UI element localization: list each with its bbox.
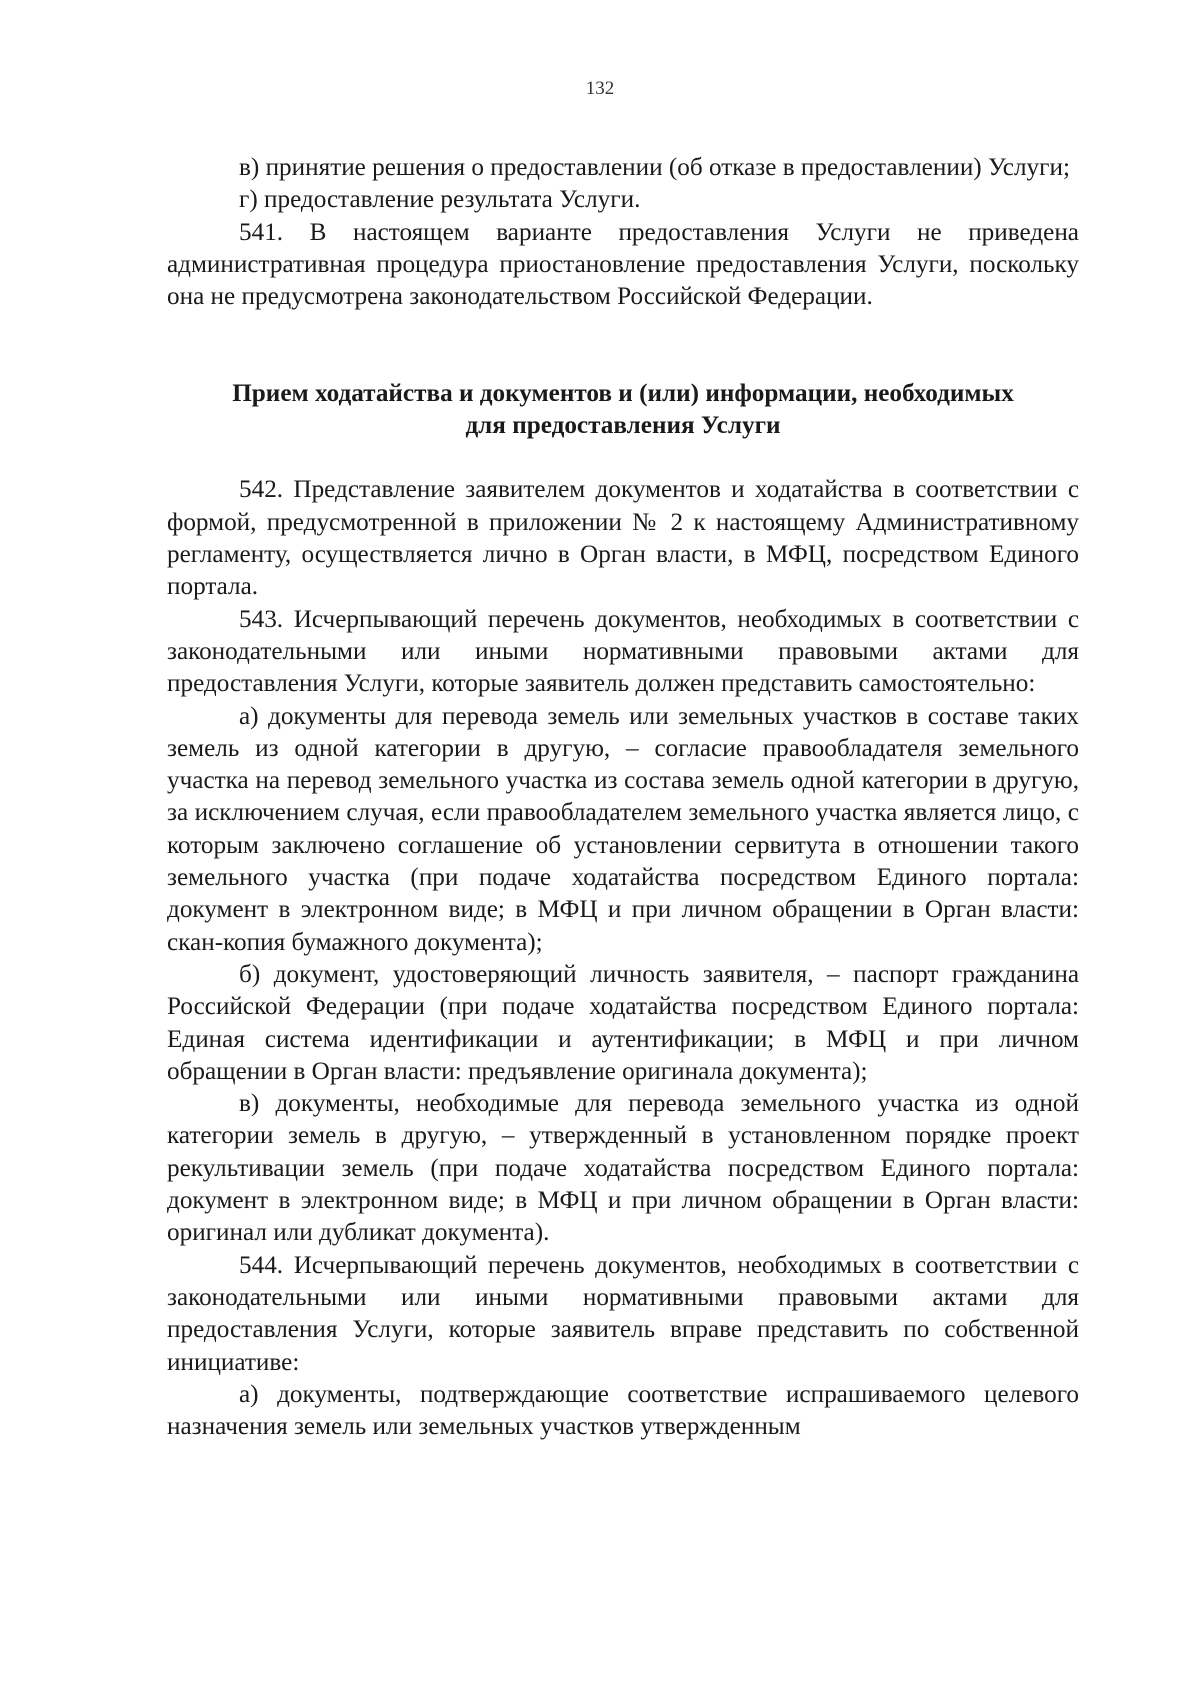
document-body (167, 152, 1079, 1443)
paragraph-542: 542. Представление заявителем документов и ходатайства в соответствии с формой, предусмотренной в приложении № 2 к настоящему Административному регламенту, осуществляется лично в Орган власти, в МФЦ, посредством Единого портала. (167, 476, 1079, 601)
section-heading-line-1: Прием ходатайства и документов и (или) информации, необходимых (232, 380, 1014, 408)
paragraph-543: 543. Исчерпывающий перечень документов, необходимых в соответствии с законодательными или иными нормативными правовыми актами для предоставления Услуги, которые заявитель должен представить самостоятельно: (167, 605, 1079, 698)
paragraph-544-a: а) документы, подтверждающие соответствие испрашиваемого целевого назначения земель или земельных участков утвержденным (167, 1380, 1079, 1441)
paragraph-541: 541. В настоящем варианте предоставления Услуги не приведена административная процедура приостановление предоставления Услуги, поскольку она не предусмотрена законодательством Российской Федерации. (167, 218, 1079, 311)
paragraph-543-a: а) документы для перевода земель или земельных участков в составе таких земель из одной категории в другую, – согласие правообладателя земельного участка на перевод земельного участка из состава земель одной категории в другую, за исключением случая, если правообладателем земельного участка является лицо, с которым заключено соглашение об установлении сервитута в отношении такого земельного участка (при подаче ходатайства посредством Единого портала: документ в электронном виде; в МФЦ и при личном обращении в Орган власти: скан-копия бумажного документа); (167, 702, 1079, 956)
section-heading (167, 378, 1079, 442)
section-heading-line-2: для предоставления Услуги (465, 412, 781, 440)
paragraph-543-v: в) документы, необходимые для перевода земельного участка из одной категории земель в другую, – утвержденный в установленном порядке проект рекультивации земель (при подаче ходатайства посредством Единого портала: документ в электронном виде; в МФЦ и при личном обращении в Орган власти: оригинал или дубликат документа). (167, 1090, 1079, 1247)
paragraph-544: 544. Исчерпывающий перечень документов, необходимых в соответствии с законодательными или иными нормативными правовыми актами для предоставления Услуги, которые заявитель вправе представить по собственной инициативе: (167, 1251, 1079, 1376)
page-number: 132 (585, 78, 615, 99)
paragraph-item-g: г) предоставление результата Услуги. (239, 186, 641, 214)
paragraph-item-v: в) принятие решения о предоставлении (об отказе в предоставлении) Услуги; (239, 154, 1070, 181)
paragraph-543-b: б) документ, удостоверяющий личность заявителя, – паспорт гражданина Российской Федерации (при подаче ходатайства посредством Единого портала: Единая система идентификации и аутентификации; в МФЦ и при личном обращении в Орган власти: предъявление оригинала документа); (167, 960, 1079, 1085)
